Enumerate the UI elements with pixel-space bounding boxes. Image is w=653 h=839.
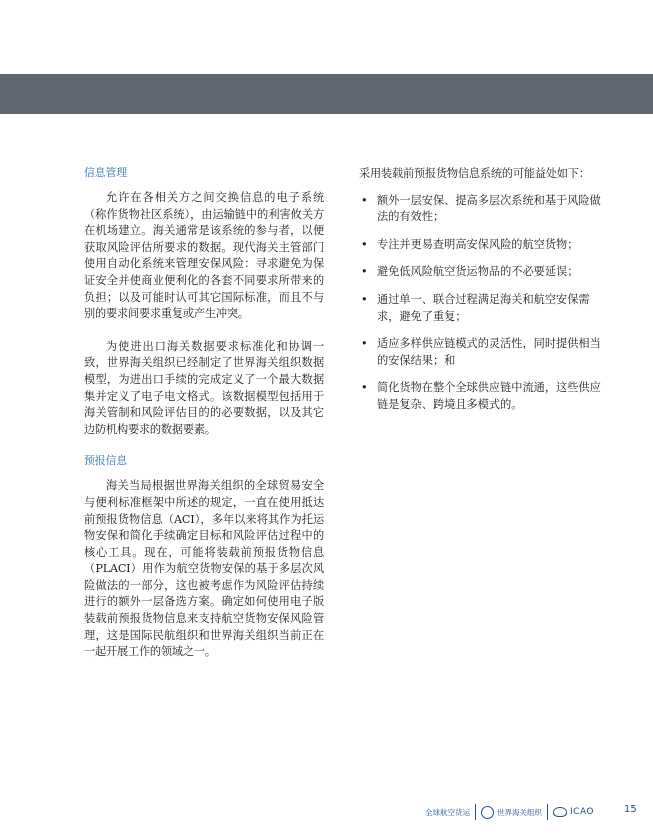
paragraph-cargo-community-system: 允许在各相关方之间交换信息的电子系统（称作货物社区系统），由运输链中的利害攸关方在机场建立。海关通常是该系统的参与者，以便获取风险评估所要求的数据。现代海关主管部门使用自动化系统来管理安保风险：寻求避免为保证安全并使商业便利化的各套不同要求所带来的负担；以及可能时认可其它国际标准，而且不与别的要求间要求重复或产生冲突。 bbox=[84, 191, 324, 321]
footer-brand: 全球航空货运 bbox=[425, 807, 470, 817]
header-band bbox=[0, 74, 653, 114]
heading-information-management: 信息管理 bbox=[84, 166, 128, 179]
bullet-icon: • bbox=[361, 337, 368, 351]
footer-icao: ICAO bbox=[570, 807, 595, 817]
list-item: • 避免低风险航空货运物品的不必要延误； bbox=[359, 264, 607, 281]
footer-divider bbox=[475, 804, 476, 820]
bullet-icon: • bbox=[361, 193, 368, 207]
page-number: 15 bbox=[624, 804, 637, 815]
bullet-icon: • bbox=[361, 292, 368, 306]
bullet-icon: • bbox=[361, 265, 368, 279]
footer-divider bbox=[547, 804, 548, 820]
paragraph-wco-data-model: 为使进出口海关数据要求标准化和协调一致，世界海关组织已经制定了世界海关组织数据模型，为进出口手续的完成定义了一个最大数据集并定义了电子电文格式。该数据模型包括用于海关管制和风险评估目的的必要数据，以及其它边防机构要求的数据要素。 bbox=[84, 339, 324, 436]
heading-advance-information: 预报信息 bbox=[84, 454, 128, 468]
paragraph-aci-placi: 海关当局根据世界海关组织的全球贸易安全与便利标准框架中所述的规定，一直在使用抵达前预报货物信息（ACI），多年以来将其作为托运物安保和简化手续确定目标和风险评估过程中的核心工具。现在，可能将装载前预报货物信息（PLACI）用作为航空货物安保的基于多层次风险做法的一部分，这也被考虑作为风险评估持续进行的额外一层备选方案。确定如何使用电子版装载前预报货物信息来支持航空货物安保风险管理，这是国际民航组织和世界海关组织当前正在一起开展工作的领域之一。 bbox=[84, 479, 324, 659]
footer bbox=[425, 804, 635, 820]
list-item: • 额外一层安保、提高多层次系统和基于风险做法的有效性； bbox=[361, 193, 601, 224]
list-item: • 简化货物在整个全球供应链中流通，这些供应链是复杂、跨境且多模式的。 bbox=[361, 381, 601, 411]
benefits-intro: 采用装载前预报货物信息系统的可能益处如下： bbox=[359, 167, 590, 180]
footer-wco: 世界海关组织 bbox=[497, 807, 542, 817]
left-column bbox=[84, 166, 324, 677]
right-column bbox=[359, 166, 607, 425]
list-item: • 适应多样供应链模式的灵活性，同时提供相当的安保结果；和 bbox=[361, 337, 601, 367]
wco-logo-icon bbox=[481, 806, 494, 819]
bullet-icon: • bbox=[361, 381, 368, 395]
list-item: • 通过单一、联合过程满足海关和航空安保需求，避免了重复； bbox=[361, 292, 590, 323]
benefits-list bbox=[359, 193, 607, 414]
bullet-icon: • bbox=[361, 237, 368, 251]
icao-logo-icon bbox=[553, 807, 567, 817]
list-item: • 专注并更易查明高安保风险的航空货物； bbox=[359, 237, 607, 254]
